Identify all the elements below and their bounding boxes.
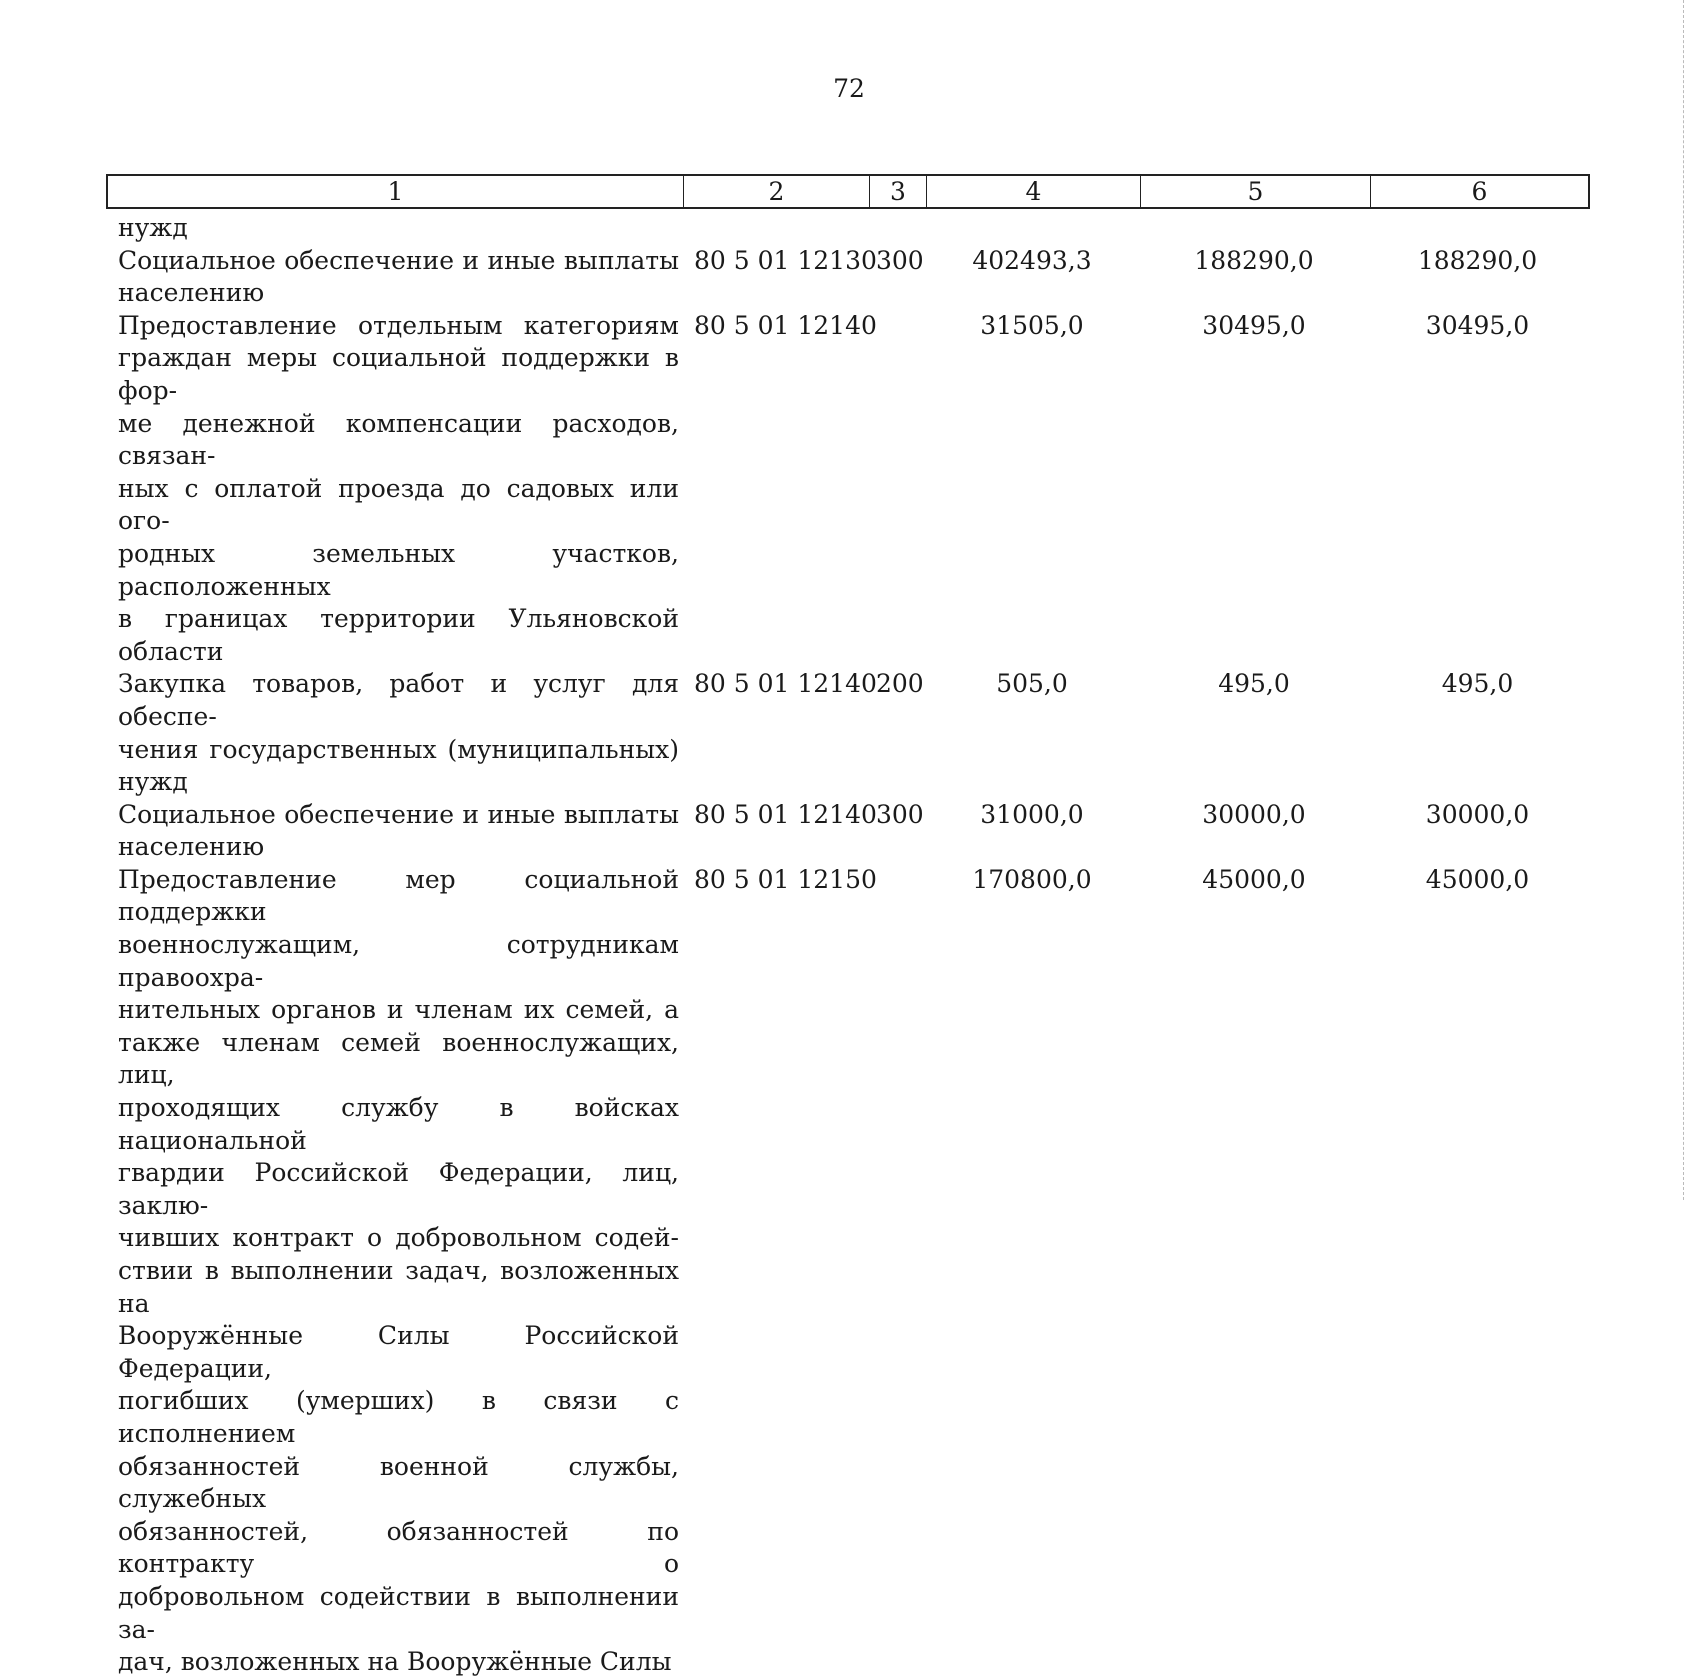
header-cell-6: 6 [1471,177,1488,206]
description-line: погибших (умерших) в связи с исполнением [118,1386,679,1448]
row-code: 80 5 01 12140 [694,669,877,699]
row-value-col5: 30495,0 [1202,310,1306,340]
table-row [106,799,1590,864]
description-line: обязанностей, обязанностей по контракту о [118,1516,679,1579]
header-cell-5: 5 [1141,176,1371,207]
row-code: 80 5 01 12140 [694,799,877,829]
row-description [106,864,682,1679]
row-code: 80 5 01 12140 [694,310,877,340]
table-header [106,174,1590,209]
row-description [106,212,682,245]
description-line: родных земельных участков, расположенных [118,538,679,601]
table-row [106,668,1590,798]
description-line: Вооружённые Силы Российской Федерации, [118,1321,679,1383]
description-line: Социальное обеспечение и иные выплаты [118,245,679,275]
row-description [106,668,682,798]
header-cell-4: 4 [927,176,1141,207]
description-line: Закупка товаров, работ и услуг для обеспе- [118,669,679,731]
row-code: 80 5 01 12150 [694,864,877,894]
description-line: проходящих службу в войсках национальной [118,1093,679,1155]
header-cell-1: 1 [108,176,684,207]
row-value-col4: 31000,0 [980,799,1084,829]
description-line: нужд [118,213,188,242]
description-line: ствии в выполнении задач, возложенных на [118,1256,679,1318]
description-line: нужд [118,767,188,797]
description-line: ме денежной компенсации расходов, связан- [118,408,679,471]
row-value-col6: 45000,0 [1425,864,1530,894]
description-line: населению [118,832,265,862]
description-line: населению [118,278,265,308]
description-line: граждан меры социальной поддержки в фор- [118,343,679,405]
header-cell-2: 2 [684,176,870,207]
description-line: также членам семей военнослужащих, лиц, [118,1027,679,1090]
row-description [106,310,682,669]
table-row [106,864,1590,1679]
row-value-col4: 402493,3 [972,245,1092,275]
description-line: Предоставление мер социальной поддержки [118,864,679,927]
row-value-col5: 45000,0 [1202,864,1306,894]
row-expense-type: 200 [876,669,924,699]
description-line: чивших контракт о добровольном содей- [118,1223,679,1253]
row-expense-type: 300 [876,799,924,829]
scan-edge [1683,0,1684,1200]
page-number: 72 [833,74,865,103]
table-body [106,212,1590,1679]
row-value-col5: 30000,0 [1202,799,1306,829]
description-line: дач, возложенных на Вооружённые Силы [118,1647,672,1677]
description-line: добровольном содействии в выполнении за- [118,1581,679,1644]
row-value-col4: 31505,0 [980,310,1084,340]
description-line: Социальное обеспечение и иные выплаты [118,799,679,829]
row-code: 80 5 01 12130 [694,245,877,275]
row-value-col4: 505,0 [996,669,1068,699]
table-row [106,212,1590,245]
row-value-col6: 188290,0 [1417,245,1538,275]
description-line: гвардии Российской Федерации, лиц, заклю- [118,1158,679,1220]
row-value-col5: 495,0 [1218,669,1290,699]
description-line: обязанностей военной службы, служебных [118,1451,679,1514]
description-line: чения государственных (муниципальных) [118,734,679,764]
description-line: нительных органов и членам их семей, а [118,995,679,1025]
description-line: в границах территории Ульяновской области [118,604,679,666]
row-description [106,799,682,864]
description-line: военнослужащим, сотрудникам правоохра- [118,930,679,992]
row-value-col4: 170800,0 [972,864,1092,894]
description-line: ных с оплатой проезда до садовых или ого- [118,473,679,536]
row-value-col5: 188290,0 [1194,245,1314,275]
row-expense-type: 300 [876,245,924,275]
description-line: Предоставление отдельным категориям [118,310,679,340]
table-row [106,245,1590,310]
header-cell-3: 3 [870,176,927,207]
row-value-col6: 30495,0 [1425,310,1530,340]
row-value-col6: 495,0 [1441,669,1514,699]
table-row [106,310,1590,669]
row-value-col6: 30000,0 [1425,799,1530,829]
row-description [106,245,682,310]
